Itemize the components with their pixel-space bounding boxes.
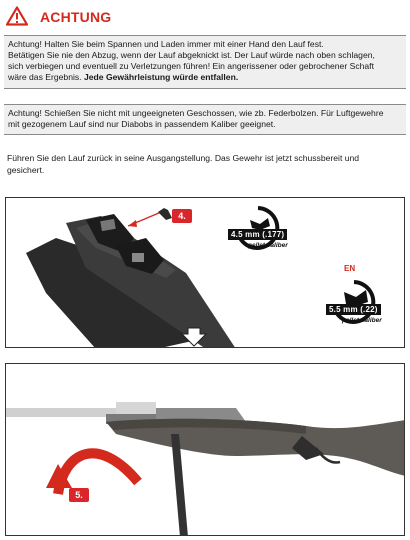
caliber-sublabel: pellet caliber [342,317,382,324]
caliber-sublabel: pellet caliber [248,242,288,249]
warning-line: Achtung! Halten Sie beim Spannen und Laden immer mit einer Hand den Lauf fest. [8,39,324,49]
step-badge: 5. [69,488,89,502]
language-code: EN [344,264,356,273]
step-badge: 4. [172,209,192,223]
figure-loading-pellet [5,197,405,348]
warning-line: Achtung! Schießen Sie nicht mit ungeeigneten Geschossen, wie zb. Federbolzen. Für Luftgewehre [8,108,384,118]
figure-closing-barrel [5,363,405,536]
caliber-label: 4.5 mm (.177) [228,229,287,240]
warning-line: sich verbiegen und eventuell zu Verletzungen führen! Ein angerissener oder gebrochener Schaft [8,61,374,71]
caliber-label: 5.5 mm (.22) [326,304,381,315]
warning-line: Betätigen Sie nie den Abzug, wenn der Lauf abgeknickt ist. Der Lauf würde nach oben schlagen, [8,50,375,60]
warning-box-projectiles [4,104,406,135]
instruction-line: gesichert. [7,165,45,175]
rifle-side-illustration [6,364,405,536]
warning-line: mit gezogenem Lauf sind nur Diabobs in passendem Kaliber geeignet. [8,119,276,129]
warning-text: wäre das Ergebnis. [8,72,82,82]
instruction-line: Führen Sie den Lauf zurück in seine Ausgangstellung. Das Gewehr ist jetzt schussbereit und [7,153,360,163]
warranty-notice: Jede Gewährleistung würde entfallen. [83,72,239,82]
warning-box-handling [4,35,406,89]
warning-line [8,72,401,83]
warning-header [4,6,406,28]
rifle-breech-illustration [6,198,405,348]
page-title: ACHTUNG [40,9,112,25]
instruction-text [7,152,403,176]
warning-triangle-icon [6,6,28,26]
